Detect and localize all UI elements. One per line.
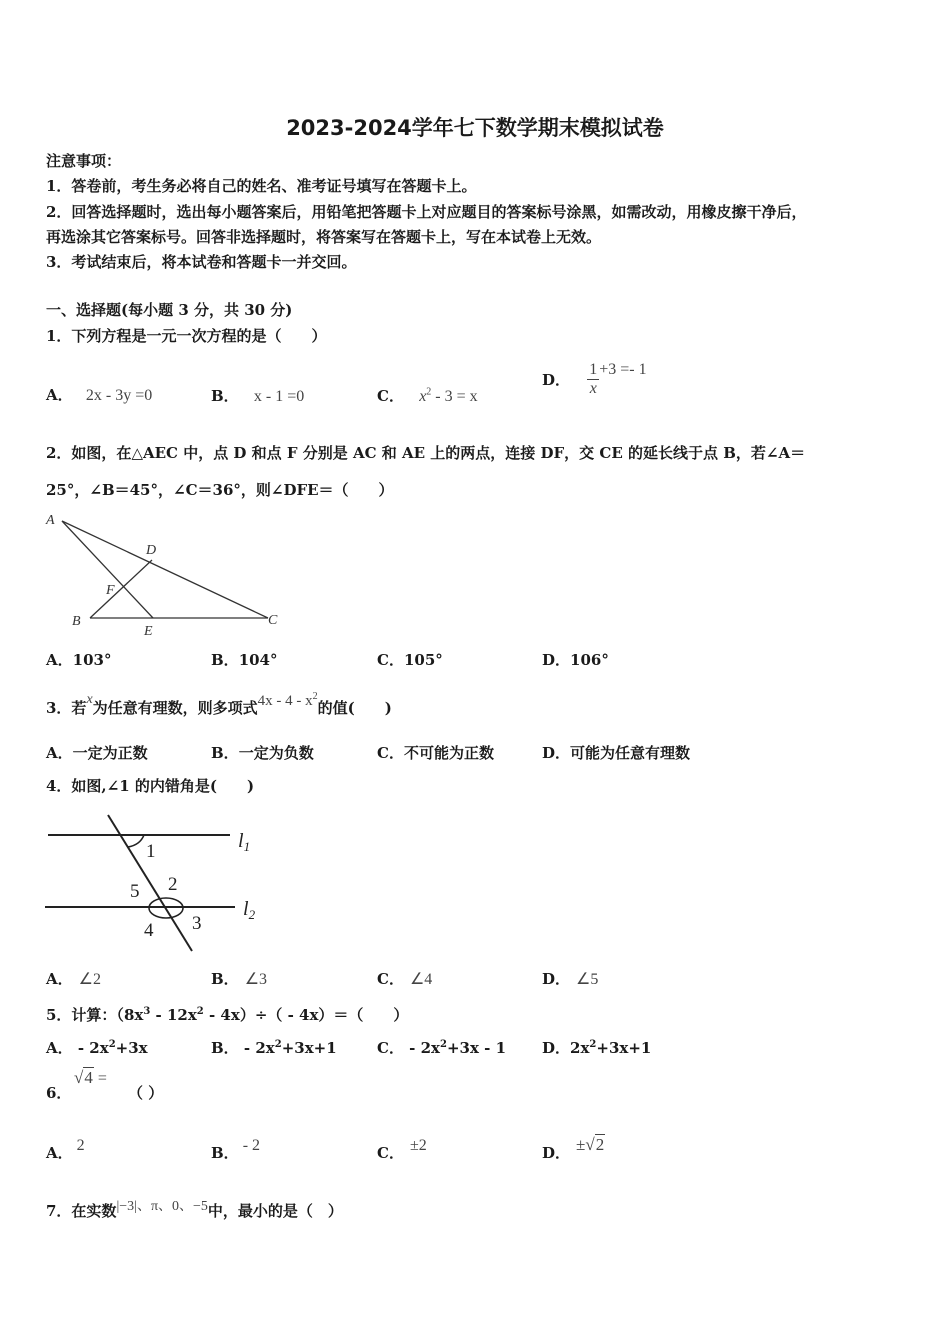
q2-label-d: D (146, 543, 157, 558)
q3-option-d[interactable] (542, 742, 690, 763)
q5-option-d-label: D． (542, 1039, 571, 1057)
q1-option-c-rest: - 3 = x (431, 388, 478, 405)
q5-option-d[interactable]: D．$2x^2+3x+1$ (542, 1039, 652, 1057)
q4-option-d-text: ∠5 (576, 971, 599, 988)
q4-option-c[interactable] (377, 968, 432, 989)
q6-number: 6． (46, 1084, 72, 1102)
q6-option-b-text: - 2 (242, 1137, 261, 1154)
q4-angle-1-arc (128, 835, 144, 847)
q6-option-c[interactable] (377, 1137, 427, 1163)
q2-label-b: B (72, 614, 81, 629)
q4-option-a[interactable] (46, 968, 101, 989)
q1-option-d-label: D． (542, 371, 571, 389)
q2-triangle-figure (40, 508, 290, 640)
q1-option-d-numerator: 1 (589, 361, 598, 378)
notes-item-1: 1．答卷前，考生务必将自己的姓名、准考证号填写在答题卡上。 (46, 177, 477, 195)
q1-option-c-base: x (419, 388, 427, 405)
q2-label-a: A (46, 513, 55, 528)
q3-option-a-label: A． (46, 744, 73, 762)
q6-sqrt: √4 (74, 1068, 93, 1087)
q2-option-d[interactable] (542, 649, 609, 670)
q3-polynomial: $4x - 4 - x^2$ (257, 691, 318, 709)
q7-stem-pre: 7．在实数 (46, 1202, 117, 1220)
q4-option-a-text: ∠2 (78, 971, 101, 988)
q5-option-b-label: B． (211, 1039, 239, 1057)
q7-values: |−3|、π、0、−5 (116, 1199, 208, 1214)
q4-label-3: 3 (192, 913, 202, 934)
q1-option-c-exp: 2 (426, 386, 432, 398)
notes-heading: 注意事项： (46, 152, 122, 170)
q4-option-b[interactable] (211, 968, 267, 989)
notes-item-3: 3．考试结束后，将本试卷和答题卡一并交回。 (46, 253, 357, 271)
q4-label-1: 1 (146, 841, 156, 862)
q6-option-a[interactable] (46, 1137, 85, 1163)
q2-line-bd (90, 560, 152, 618)
q2-stem-line-1: 2．如图，在△AEC 中，点 D 和点 F 分别是 AC 和 AE 上的两点，连接 DF，交 CE 的延长线于点 B，若∠A＝ (46, 444, 806, 462)
q3-stem (46, 690, 392, 725)
q3-option-c-text: 不可能为正数 (403, 744, 494, 762)
q3-option-d-text: 可能为任意有理数 (570, 744, 691, 762)
q2-line-ae (62, 521, 153, 618)
q5-option-b[interactable]: B． - $2x^2+3x+1$ (211, 1039, 337, 1057)
q2-label-f: F (106, 583, 115, 598)
q1-option-b-label: B． (211, 387, 239, 405)
q2-option-c[interactable] (377, 649, 443, 670)
q3-option-d-label: D． (542, 744, 571, 762)
q6-option-d-text: ±√2 (576, 1135, 605, 1154)
q2-option-d-text: 106° (570, 651, 609, 669)
q3-option-a[interactable] (46, 742, 148, 763)
q4-label-5: 5 (130, 881, 140, 902)
q1-option-a-label: A． (46, 386, 73, 404)
q4-label-4: 4 (144, 920, 154, 941)
q2-option-d-label: D． (542, 651, 571, 669)
q2-option-a-text: 103° (72, 651, 112, 669)
q4-option-a-label: A． (46, 970, 73, 988)
q3-stem-pre: 3．若 (46, 699, 87, 717)
q1-stem: 1．下列方程是一元一次方程的是（ ） (46, 327, 327, 345)
q4-label-2: 2 (168, 874, 178, 895)
q5-stem: 5．计算：$(8x^3 - 12x^2 - 4x)\div( - 4x)=$（ ） (46, 1006, 409, 1024)
q6-option-b[interactable] (211, 1137, 261, 1163)
q3-variable: x (86, 692, 93, 707)
q4-option-c-label: C． (377, 970, 404, 988)
q1-option-a-text: 2x - 3y =0 (85, 387, 153, 404)
q3-option-b-text: 一定为负数 (238, 744, 314, 762)
q6-option-a-text: 2 (76, 1137, 85, 1154)
q2-option-c-text: 105° (403, 651, 443, 669)
q1-option-b-text: x - 1 =0 (253, 388, 305, 405)
q4-option-b-label: B． (211, 970, 239, 988)
q7-stem-post: 中，最小的是（ ） (207, 1202, 343, 1220)
q4-option-b-text: ∠3 (244, 971, 268, 988)
q1-option-d[interactable] (542, 361, 647, 398)
q3-option-b[interactable] (211, 742, 314, 763)
page-title: 2023-2024学年七下数学期末模拟试卷 (286, 116, 664, 140)
notes-item-2-line-1: 2．回答选择题时，选出每小题答案后，用铅笔把答题卡上对应题目的答案标号涂黑，如需改动，用橡皮擦干净后， (46, 203, 807, 221)
q2-option-a-label: A． (46, 651, 73, 669)
q3-stem-mid: 为任意有理数，则多项式 (92, 699, 258, 717)
section-heading: 一、选择题(每小题 3 分，共 30 分) (46, 301, 293, 319)
q2-stem-line-2: 25°，∠B＝45°，∠C＝36°，则∠DFE＝（ ） (46, 481, 394, 499)
q4-stem: 4．如图,∠1 的内错角是( ) (46, 777, 255, 795)
q2-option-c-label: C． (377, 651, 404, 669)
q6-option-a-label: A． (46, 1144, 73, 1162)
q6-expression: √4 = (74, 1068, 107, 1087)
q6-option-b-label: B． (211, 1144, 239, 1162)
q1-option-d-denominator: x (589, 380, 597, 397)
q3-option-b-label: B． (211, 744, 239, 762)
q5-option-c[interactable]: C． - $2x^2+3x - 1$ (377, 1039, 507, 1057)
q7-stem (46, 1201, 343, 1223)
q4-parallel-lines-figure (40, 805, 280, 955)
q4-label-l1: $l_1$ (238, 830, 251, 854)
q2-label-c: C (268, 613, 278, 628)
q1-option-c[interactable] (377, 385, 478, 406)
q2-option-b[interactable] (211, 649, 278, 670)
q6-option-c-label: C． (377, 1144, 404, 1162)
q4-label-l2: $l_2$ (243, 898, 256, 922)
q3-option-a-text: 一定为正数 (72, 744, 148, 762)
q5-option-a-label: A． (46, 1039, 73, 1057)
q6-paren: （ ） (128, 1084, 164, 1102)
q1-option-b[interactable] (211, 385, 304, 406)
notes-item-2-line-2: 再选涂其它答案标号。回答非选择题时，将答案写在答题卡上，写在本试卷上无效。 (46, 228, 602, 246)
q2-option-b-text: 104° (238, 651, 278, 669)
q2-line-ac (62, 521, 268, 618)
q2-option-a[interactable] (46, 649, 111, 670)
q3-option-c-label: C． (377, 744, 404, 762)
q1-option-d-fraction (587, 361, 599, 398)
q3-option-c[interactable] (377, 742, 494, 763)
q6-option-d[interactable] (542, 1135, 605, 1163)
q2-label-e: E (144, 624, 153, 639)
q1-option-d-rest: +3 =- 1 (599, 360, 647, 378)
q5-option-c-label: C． (377, 1039, 404, 1057)
q1-option-a[interactable] (46, 384, 152, 405)
q4-option-c-text: ∠4 (409, 971, 433, 988)
q2-option-b-label: B． (211, 651, 239, 669)
q3-stem-post: 的值( ) (317, 699, 392, 717)
q5-option-a[interactable]: A． - $2x^2+3x$ (46, 1039, 148, 1057)
q1-option-c-label: C． (377, 387, 404, 405)
q4-option-d-label: D． (542, 970, 571, 988)
q4-option-d[interactable] (542, 968, 598, 989)
q6-option-c-text: ±2 (409, 1137, 427, 1154)
q6-option-d-label: D． (542, 1144, 571, 1162)
